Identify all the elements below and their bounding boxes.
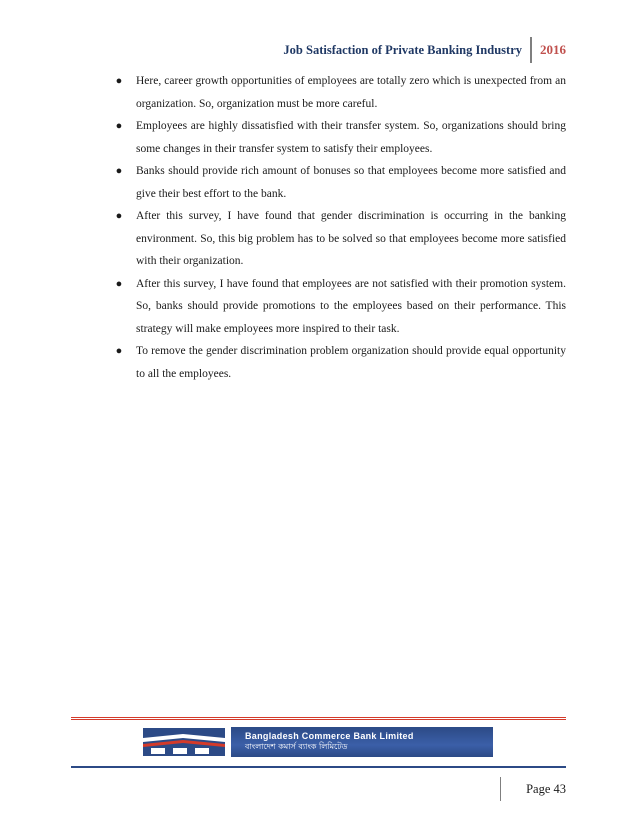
list-item-text: Here, career growth opportunities of employees are totally zero which is unexpected from an organization. So, organization must be more careful. [136, 75, 566, 110]
list-item-text: Employees are highly dissatisfied with their transfer system. So, organizations should bring some changes in their transfer system to satisfy their employees. [136, 120, 566, 155]
bank-banner [143, 722, 493, 762]
footer-rule-top [71, 717, 566, 720]
list-item [114, 115, 566, 160]
bank-logo-icon [143, 728, 225, 756]
list-item-text: Banks should provide rich amount of bonuses so that employees become more satisfied and give their best effort to the bank. [136, 165, 566, 200]
bank-name-english: Bangladesh Commerce Bank Limited [245, 730, 414, 741]
page-number-box [500, 777, 566, 801]
bullet-dot-icon: ● [115, 210, 123, 222]
bank-name-bangla: বাংলাদেশ কমার্স ব্যাংক লিমিটেড [245, 741, 348, 751]
page-header [250, 36, 566, 64]
list-item [114, 160, 566, 205]
list-item [114, 273, 566, 341]
list-item [114, 205, 566, 273]
list-item-text: After this survey, I have found that employees are not satisfied with their promotion system. So, banks should provide promotions to the employees based on their performance. This strategy will make employees more inspired to their task. [136, 277, 566, 335]
footer-rule-bottom [71, 766, 566, 768]
list-item-text: After this survey, I have found that gender discrimination is occurring in the banking environment. So, this big problem has to be solved so that employees become more satisfied with their organization. [136, 210, 566, 267]
recommendation-list [114, 70, 566, 385]
bullet-dot-icon: ● [115, 345, 123, 357]
bullet-dot-icon: ● [115, 75, 123, 87]
bank-name-box [231, 727, 493, 757]
header-year: 2016 [540, 42, 566, 57]
list-item [114, 70, 566, 115]
page-number: Page 43 [526, 781, 566, 796]
list-item-text: To remove the gender discrimination problem organization should provide equal opportunity to all the employees. [136, 345, 566, 380]
list-item [114, 340, 566, 385]
header-title: Job Satisfaction of Private Banking Industry [283, 42, 522, 57]
bullet-dot-icon: ● [115, 120, 123, 132]
bullet-dot-icon: ● [115, 165, 123, 177]
bullet-dot-icon: ● [115, 277, 123, 290]
